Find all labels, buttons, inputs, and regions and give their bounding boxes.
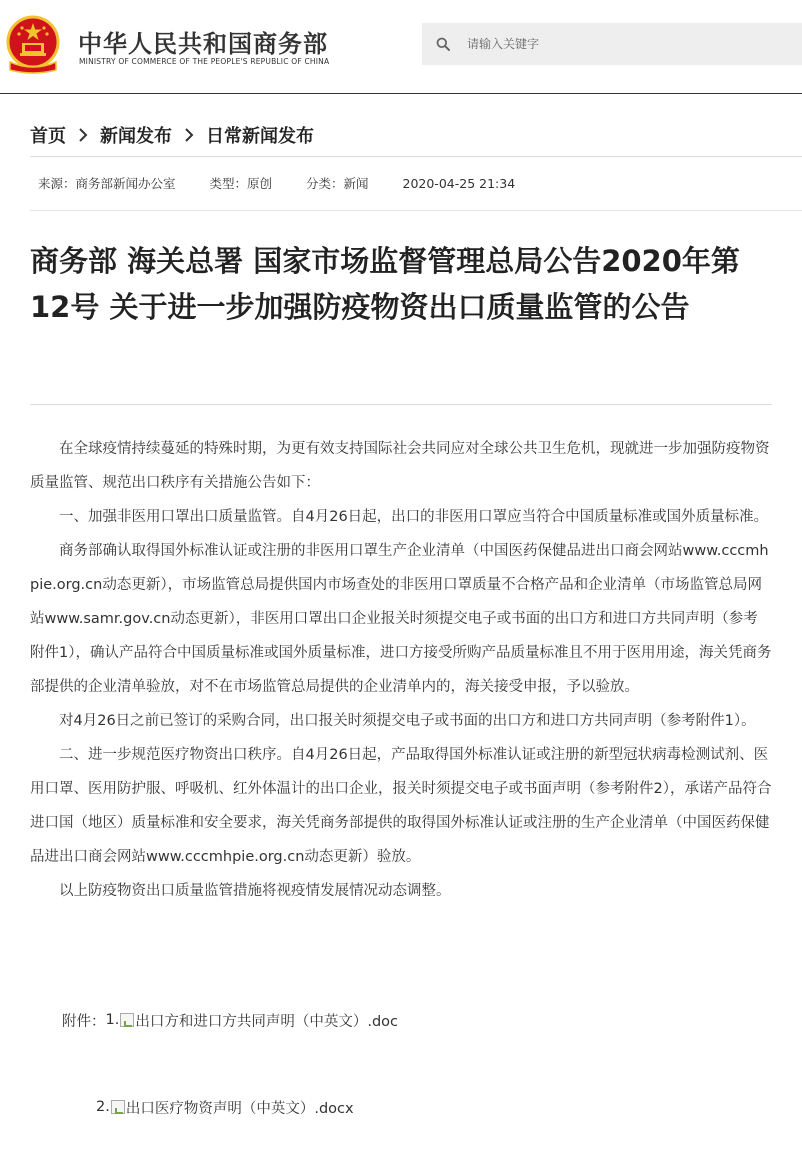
- breadcrumb: [30, 122, 314, 148]
- chevron-right-icon: [66, 127, 100, 143]
- article-paragraph: 对4月26日之前已签订的采购合同，出口报关时须提交电子或书面的出口方和进口方共同声明（参考附件1）。: [59, 713, 756, 729]
- article-type: 类型：原创: [209, 176, 273, 191]
- search-box[interactable]: [422, 23, 802, 65]
- article-paragraph: 二、进一步规范医疗物资出口秩序。自4月26日起，产品取得国外标准认证或注册的新型冠状病毒检测试剂、医用口罩、医用防护服、呼吸机、红外体温计的出口企业，报关时须提交电子或书面声明（参考附件2），承诺产品符合进口国（地区）质量标准和安全要求，海关凭商务部提供的取得国外标准认证或注册的生产企业清单（中国医药保健品进出口商会网站www.cccmhpie.org.cn动态更新）验放。: [30, 747, 772, 865]
- attachment-link[interactable]: 出口方和进口方共同声明（中英文）.doc: [135, 1013, 398, 1030]
- article-title: 商务部 海关总署 国家市场监督管理总局公告2020年第12号 关于进一步加强防疫物资出口质量监管的公告: [30, 244, 740, 324]
- search-icon[interactable]: [436, 37, 450, 51]
- divider: [30, 210, 802, 211]
- attachments-label: 附件：: [62, 1013, 106, 1030]
- attachments: [62, 1003, 398, 1117]
- article-category: 分类：新闻: [306, 176, 369, 191]
- breadcrumb-news-release-link[interactable]: 新闻发布: [100, 126, 172, 147]
- article-paragraph: 商务部确认取得国外标准认证或注册的非医用口罩生产企业清单（中国医药保健品进出口商会网站www.cccmhpie.org.cn动态更新），市场监管总局提供国内市场查处的非医用口罩质量不合格产品和企业清单（市场监管总局网站www.samr.gov.cn动态更新），非医用口罩出口企业报关时须提交电子或书面的出口方和进口方共同声明（参考附件1），确认产品符合中国质量标准或国外质量标准，进口方接受所购产品质量标准且不用于医用用途，海关凭商务部提供的企业清单验放，对不在市场监管总局提供的企业清单内的，海关接受申报，予以验放。: [30, 543, 772, 695]
- article-datetime: 2020-04-25 21:34: [402, 176, 516, 191]
- article-paragraph: 以上防疫物资出口质量监管措施将视疫情发展情况动态调整。: [59, 883, 451, 899]
- article-source: 来源：商务部新闻办公室: [38, 176, 176, 191]
- article-meta: [38, 174, 515, 192]
- site-brand-english[interactable]: MINISTRY OF COMMERCE OF THE PEOPLE'S REPUBLIC OF CHINA: [79, 57, 330, 66]
- attachment-link[interactable]: 出口医疗物资声明（中英文）.docx: [125, 1100, 354, 1117]
- breadcrumb-home-link[interactable]: 首页: [30, 126, 66, 147]
- article-body: [30, 432, 772, 908]
- article-paragraph: 一、加强非医用口罩出口质量监管。自4月26日起，出口的非医用口罩应当符合中国质量标准或国外质量标准。: [59, 509, 769, 525]
- attachment-file-icon: [120, 1013, 134, 1027]
- article-paragraph: 在全球疫情持续蔓延的特殊时期，为更有效支持国际社会共同应对全球公共卫生危机，现就进一步加强防疫物资质量监管、规范出口秩序有关措施公告如下：: [30, 441, 770, 491]
- national-emblem-icon[interactable]: [6, 14, 60, 74]
- attachment-index: 2.: [96, 1099, 110, 1115]
- attachment-file-icon: [111, 1100, 125, 1114]
- attachment-item: [96, 1090, 354, 1124]
- breadcrumb-daily-news-link[interactable]: 日常新闻发布: [206, 126, 314, 147]
- attachment-item: [62, 1003, 398, 1037]
- site-brand-chinese[interactable]: 中华人民共和国商务部: [78, 30, 328, 58]
- site-header: [0, 0, 802, 94]
- chevron-right-icon: [172, 127, 206, 143]
- search-input[interactable]: [467, 23, 787, 65]
- divider: [30, 404, 772, 405]
- divider: [30, 156, 802, 157]
- attachment-index: 1.: [105, 1012, 120, 1028]
